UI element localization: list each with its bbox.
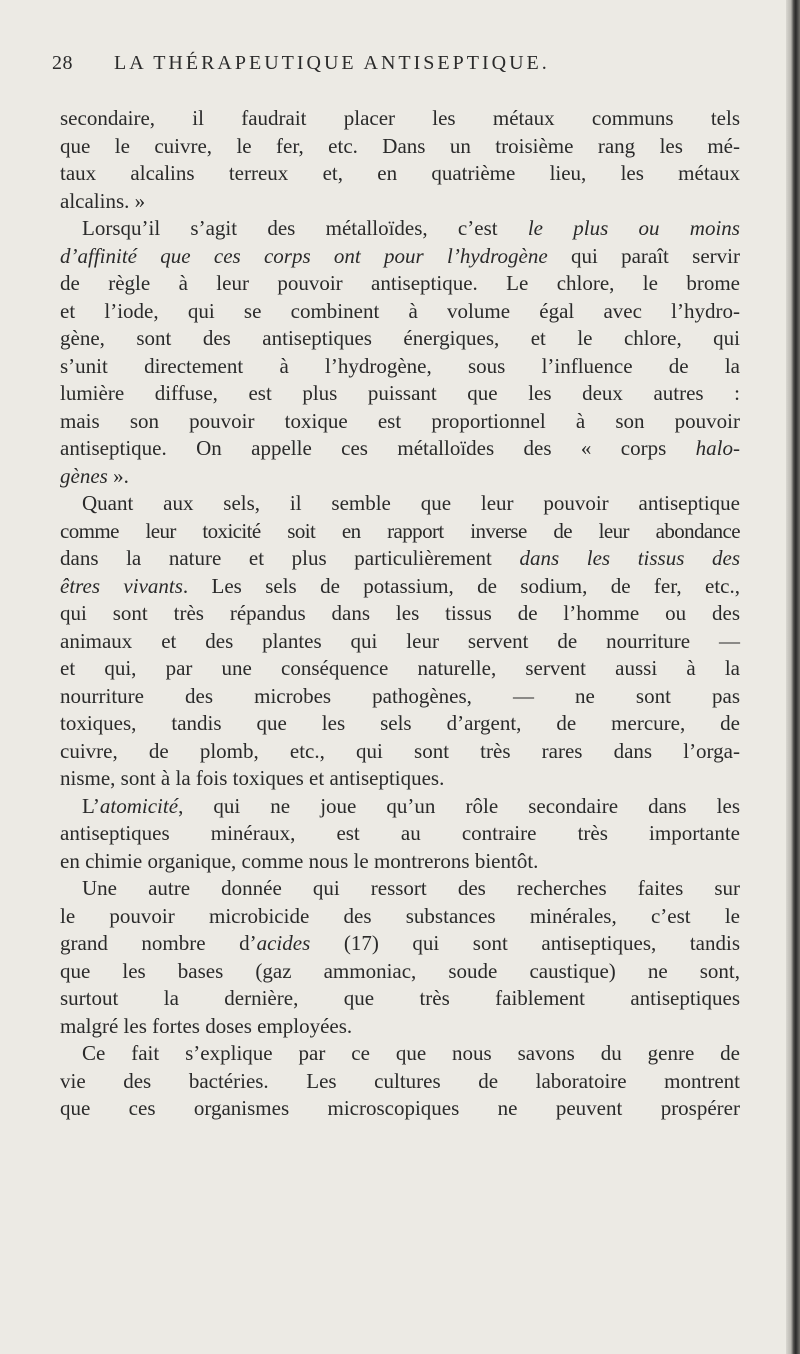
text-line: êtres vivants. Les sels de potassium, de sodium, de fer, etc., — [60, 573, 740, 598]
page-header — [52, 52, 752, 75]
text-line: dans la nature et plus particulièrement dans les tissus des — [60, 546, 740, 570]
text-line: et l’iode, qui se combinent à volume égal avec l’hydro- — [60, 298, 740, 323]
text-line: que ces organismes microscopiques ne peuvent prospérer — [60, 1096, 740, 1120]
text-line: Lorsqu’il s’agit des métalloïdes, c’est le plus ou moins — [82, 216, 740, 240]
text-line: gènes ». — [60, 463, 129, 488]
text-line: surtout la dernière, que très faiblement antiseptiques — [60, 986, 740, 1010]
italic-phrase: le plus ou moins — [527, 216, 740, 240]
text-line: mais son pouvoir toxique est proportionnel à son pouvoir — [60, 408, 740, 433]
text-line: alcalins. » — [60, 188, 146, 213]
text-line: comme leur toxicité soit en rapport inverse de leur abondance — [60, 518, 740, 543]
text-line: toxiques, tandis que les sels d’argent, de mercure, de — [60, 711, 740, 735]
text-line: lumière diffuse, est plus puissant que les deux autres : — [60, 381, 740, 405]
text-line: grand nombre d’acides (17) qui sont antiseptiques, tandis — [60, 931, 740, 955]
italic-phrase: acides — [256, 931, 311, 955]
italic-phrase: dans les tissus des — [519, 546, 740, 570]
text-line: qui sont très répandus dans les tissus de l’homme ou des — [60, 601, 740, 625]
text-line: le pouvoir microbicide des substances minérales, c’est le — [60, 903, 740, 928]
text-line: s’unit directement à l’hydrogène, sous l’influence de la — [60, 353, 740, 378]
text-line: taux alcalins terreux et, en quatrième lieu, les métaux — [60, 161, 740, 185]
page-edge-shadow — [786, 0, 800, 1354]
italic-phrase: gènes — [60, 463, 108, 488]
text-line: L’atomicité, qui ne joue qu’un rôle secondaire dans les — [82, 793, 740, 818]
text-line: en chimie organique, comme nous le montrerons bientôt. — [60, 848, 539, 873]
italic-phrase: halo- — [695, 436, 740, 460]
text-line: animaux et des plantes qui leur servent de nourriture — — [60, 628, 740, 653]
text-line: nourriture des microbes pathogènes, — ne sont pas — [60, 683, 740, 708]
text-line: d’affinité que ces corps ont pour l’hydrogène qui paraît servir — [60, 243, 740, 268]
text-line: que les bases (gaz ammoniac, soude caustique) ne sont, — [60, 958, 740, 983]
text-line: nisme, sont à la fois toxiques et antiseptiques. — [60, 766, 445, 790]
text-line: Une autre donnée qui ressort des recherches faites sur — [82, 876, 740, 900]
text-line: vie des bactéries. Les cultures de laboratoire montrent — [60, 1068, 740, 1093]
text-line: Ce fait s’explique par ce que nous savons du genre de — [82, 1041, 740, 1065]
body-text — [60, 105, 740, 1123]
text-line: que le cuivre, le fer, etc. Dans un troisième rang les mé- — [60, 133, 740, 158]
italic-phrase: d’affinité que ces corps ont pour l’hydrogène — [60, 243, 548, 268]
italic-phrase: atomicité — [99, 793, 179, 818]
page-number: 28 — [52, 52, 73, 74]
text-line: et qui, par une conséquence naturelle, servent aussi à la — [60, 656, 740, 680]
text-line: gène, sont des antiseptiques énergiques, et le chlore, qui — [60, 326, 740, 350]
running-title: LA THÉRAPEUTIQUE ANTISEPTIQUE. — [114, 52, 550, 74]
text-line: antiseptiques minéraux, est au contraire très importante — [60, 821, 740, 845]
text-line: de règle à leur pouvoir antiseptique. Le chlore, le brome — [60, 271, 740, 295]
italic-phrase: êtres vivants — [60, 573, 183, 598]
text-line: Quant aux sels, il semble que leur pouvoir antiseptique — [82, 491, 740, 515]
text-line: malgré les fortes doses employées. — [60, 1013, 353, 1038]
text-line: secondaire, il faudrait placer les métaux communs tels — [60, 106, 740, 130]
text-line: antiseptique. On appelle ces métalloïdes des « corps halo- — [60, 436, 740, 460]
text-line: cuivre, de plomb, etc., qui sont très rares dans l’orga- — [60, 738, 740, 763]
